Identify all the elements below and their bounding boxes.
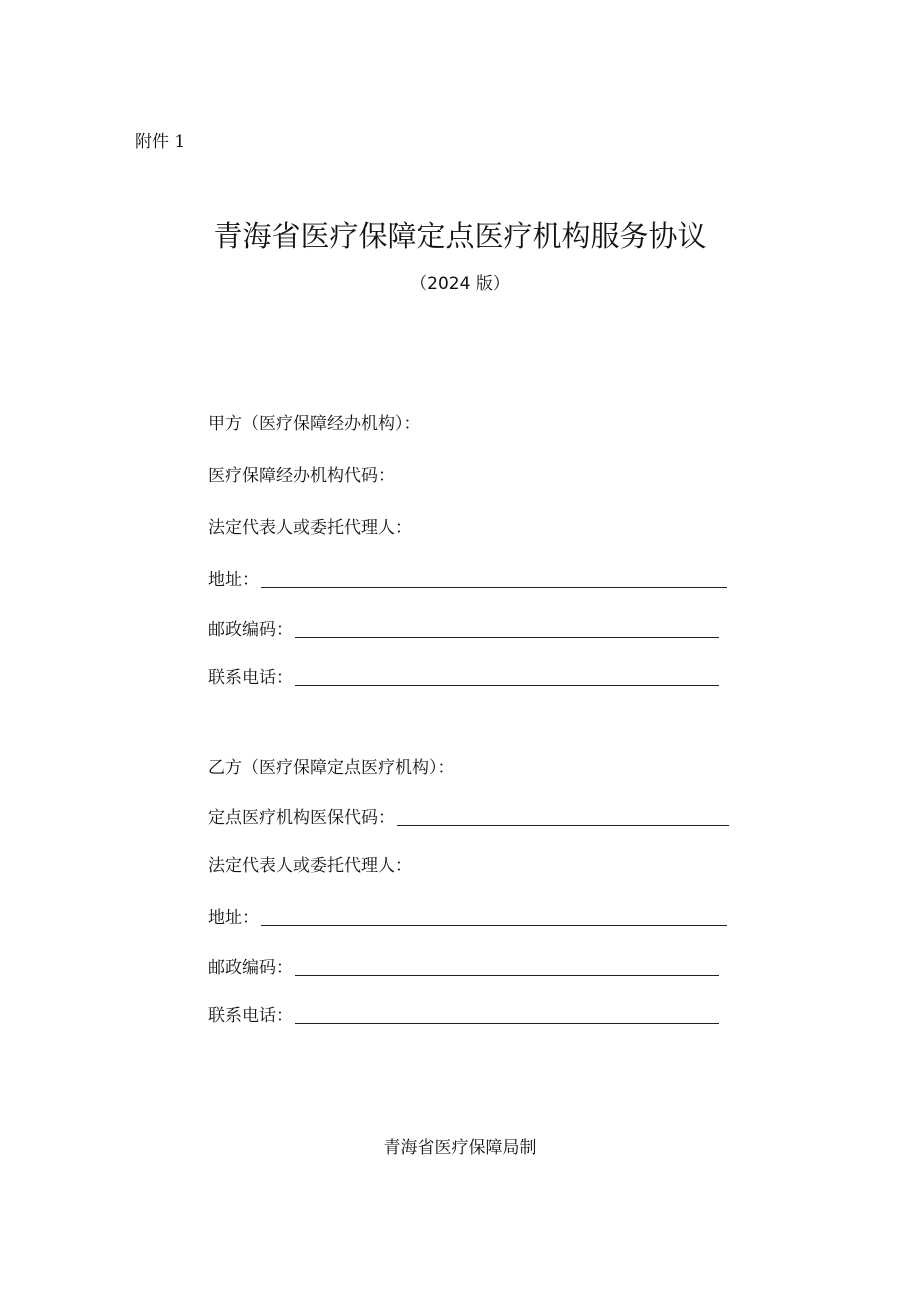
party-b-institution-code bbox=[208, 804, 729, 830]
party-b-heading-text: 乙方（医疗保障定点医疗机构）： bbox=[208, 758, 455, 778]
party-b-heading bbox=[208, 754, 455, 780]
party-b-institution-code-label: 定点医疗机构医保代码： bbox=[208, 808, 395, 828]
party-b-address-label: 地址： bbox=[208, 908, 259, 928]
party-b-postal-code-blank[interactable] bbox=[295, 957, 719, 976]
party-a-representative bbox=[208, 514, 412, 540]
party-a-address-label: 地址： bbox=[208, 570, 259, 590]
party-b-address-blank[interactable] bbox=[261, 907, 727, 926]
party-a-postal-code-label: 邮政编码： bbox=[208, 620, 293, 640]
party-b-phone bbox=[208, 1002, 719, 1028]
attachment-label: 附件 1 bbox=[135, 132, 186, 152]
party-b-institution-code-blank[interactable] bbox=[397, 807, 729, 826]
party-b-postal-code bbox=[208, 954, 719, 980]
party-a-agency-code-label: 医疗保障经办机构代码： bbox=[208, 466, 395, 486]
party-a-representative-label: 法定代表人或委托代理人： bbox=[208, 518, 412, 538]
party-b-phone-blank[interactable] bbox=[295, 1005, 719, 1024]
party-b-phone-label: 联系电话： bbox=[208, 1006, 293, 1026]
party-a-heading bbox=[208, 410, 421, 436]
party-b-address bbox=[208, 904, 727, 930]
document-title: 青海省医疗保障定点医疗机构服务协议 bbox=[213, 219, 707, 253]
party-b-postal-code-label: 邮政编码： bbox=[208, 958, 293, 978]
party-b-representative-label: 法定代表人或委托代理人： bbox=[208, 856, 412, 876]
party-b-representative bbox=[208, 852, 412, 878]
party-a-phone-label: 联系电话： bbox=[208, 668, 293, 688]
party-a-phone bbox=[208, 664, 719, 690]
document-edition: （2024 版） bbox=[410, 274, 510, 294]
party-a-agency-code bbox=[208, 462, 395, 488]
party-a-postal-code bbox=[208, 616, 719, 642]
party-a-heading-text: 甲方（医疗保障经办机构）： bbox=[208, 414, 421, 434]
issuer-footer: 青海省医疗保障局制 bbox=[383, 1138, 537, 1158]
party-a-postal-code-blank[interactable] bbox=[295, 619, 719, 638]
party-a-phone-blank[interactable] bbox=[295, 667, 719, 686]
party-a-address bbox=[208, 566, 727, 592]
party-a-address-blank[interactable] bbox=[261, 569, 727, 588]
